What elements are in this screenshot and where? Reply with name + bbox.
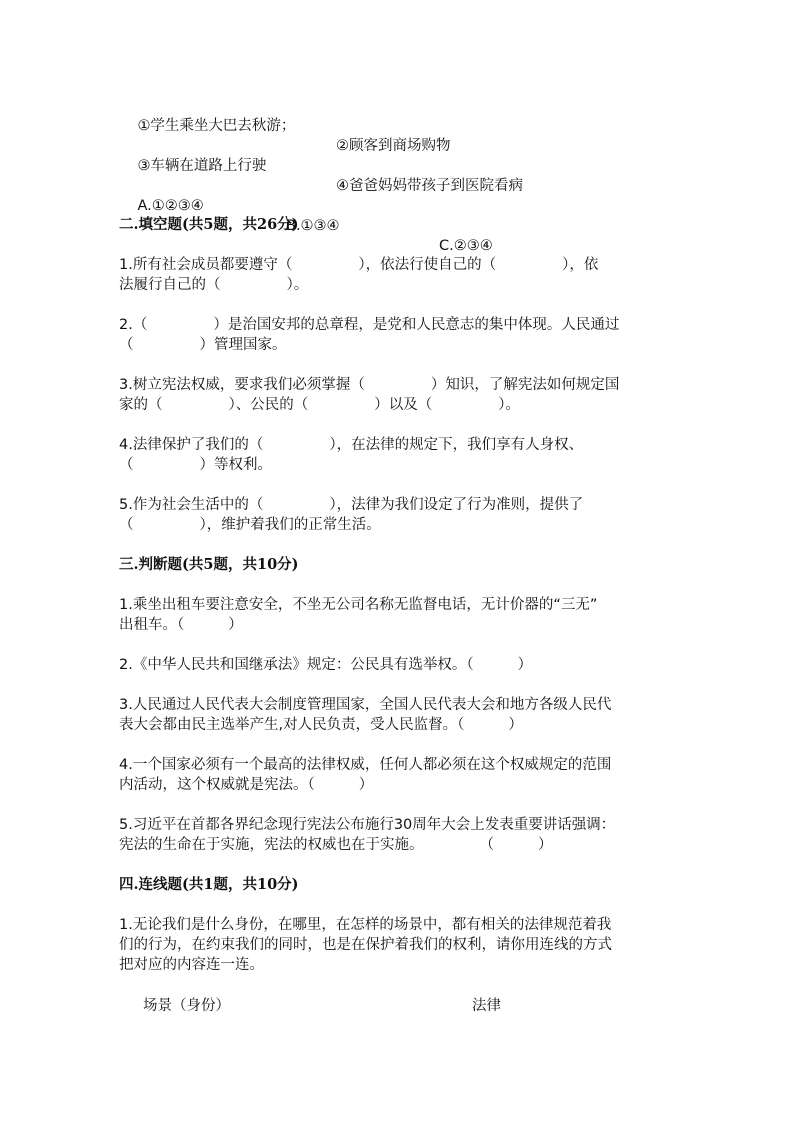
fill-q2-line2: （ ）管理国家。 — [119, 337, 287, 353]
tf-q2: 2.《中华人民共和国继承法》规定：公民具有选举权。（ ） — [119, 657, 533, 673]
fill-q5-line2: （ ），维护着我们的正常生活。 — [119, 517, 381, 533]
tf-q5-line1: 5.习近平在首都各界纪念现行宪法公布施行30周年大会上发表重要讲话强调： — [119, 817, 616, 833]
match-q1-line1: 1.无论我们是什么身份，在哪里，在怎样的场景中，都有相关的法律规范着我 — [119, 917, 612, 933]
option-1: ①学生乘坐大巴去秋游； — [137, 118, 296, 134]
tf-q1-line2: 出租车。（ ） — [119, 617, 243, 633]
option-3: ③车辆在道路上行驶 — [137, 158, 267, 174]
fill-q1-line2: 法履行自己的（ ）。 — [119, 277, 309, 293]
fill-q4-line1: 4.法律保护了我们的（ ），在法律的规定下，我们享有人身权、 — [119, 437, 584, 453]
fill-q3-line2: 家的（ ）、公民的（ ）以及（ ）。 — [119, 397, 520, 413]
section-heading-true-false: 三.判断题(共5题，共10分) — [119, 556, 299, 573]
option-4: ④爸爸妈妈带孩子到医院看病 — [336, 178, 523, 194]
option-2: ②顾客到商场购物 — [336, 138, 451, 154]
column-law: 法律 — [472, 998, 501, 1014]
answer-c: C.②③④ — [439, 238, 493, 254]
tf-q3-line1: 3.人民通过人民代表大会制度管理国家，全国人民代表大会和地方各级人民代 — [119, 697, 612, 713]
match-q1-line2: 们的行为，在约束我们的同时，也是在保护着我们的权利，请你用连线的方式 — [119, 937, 612, 953]
tf-q4-line2: 内活动，这个权威就是宪法。（ ） — [119, 777, 374, 793]
answer-b: B.①③④ — [286, 218, 340, 234]
section-heading-matching: 四.连线题(共1题，共10分) — [119, 876, 299, 893]
tf-q5-line2: 宪法的生命在于实施，宪法的权威也在于实施。 （ ） — [119, 837, 553, 853]
section-heading-fill-blank: 二.填空题(共5题，共26分) — [119, 216, 299, 233]
fill-q4-line2: （ ）等权利。 — [119, 457, 272, 473]
fill-q3-line1: 3.树立宪法权威，要求我们必须掌握（ ）知识，了解宪法如何规定国 — [119, 377, 620, 393]
tf-q1-line1: 1.乘坐出租车要注意安全，不坐无公司名称无监督电话，无计价器的“三无” — [119, 597, 598, 613]
match-q1-line3: 把对应的内容连一连。 — [119, 957, 264, 973]
fill-q1-line1: 1.所有社会成员都要遵守（ ），依法行使自己的（ ），依 — [119, 257, 599, 273]
column-scene-identity: 场景（身份） — [143, 998, 230, 1014]
answer-a: A.①②③④ — [137, 198, 204, 214]
tf-q4-line1: 4.一个国家必须有一个最高的法律权威，任何人都必须在这个权威规定的范围 — [119, 757, 612, 773]
fill-q2-line1: 2.（ ）是治国安邦的总章程，是党和人民意志的集中体现。人民通过 — [119, 317, 620, 333]
tf-q3-line2: 表大会都由民主选举产生,对人民负责，受人民监督。（ ） — [119, 717, 523, 733]
fill-q5-line1: 5.作为社会生活中的（ ），法律为我们设定了行为准则，提供了 — [119, 497, 584, 513]
